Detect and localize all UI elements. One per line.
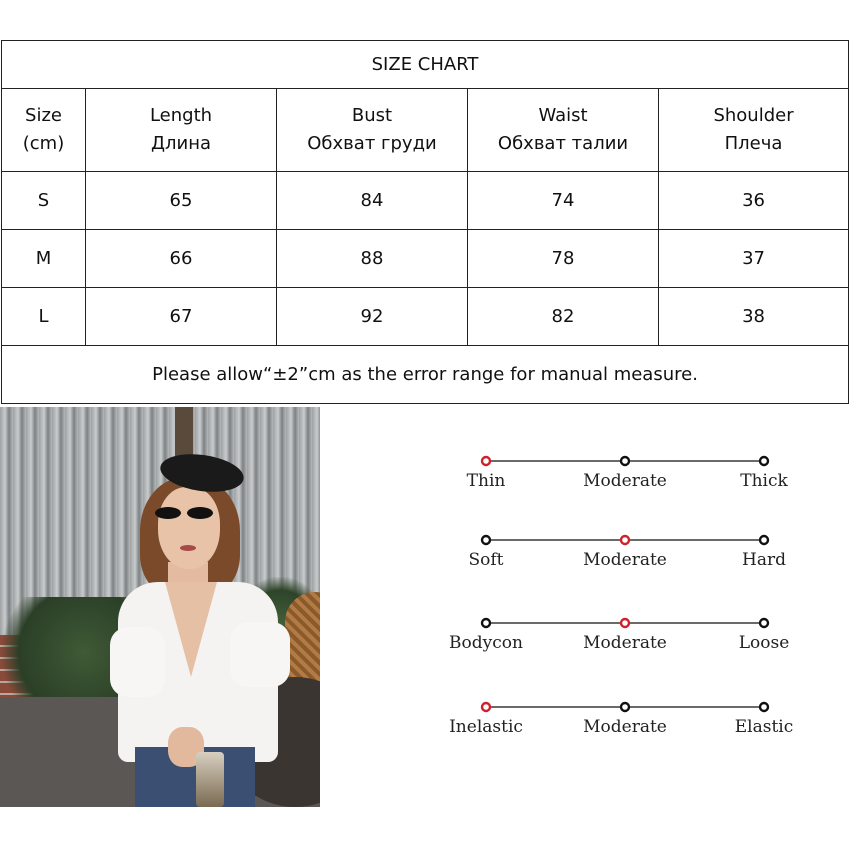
- size-chart-title: SIZE CHART: [2, 41, 849, 89]
- attribute-option-label: Bodycon: [449, 633, 523, 653]
- attribute-option-label: Moderate: [583, 717, 667, 737]
- scale-dot-icon: [621, 457, 629, 465]
- header-length-en: Length: [149, 105, 213, 126]
- header-bust-ru: Обхват груди: [307, 133, 437, 154]
- attribute-option-label: Moderate: [583, 633, 667, 653]
- attribute-option-label: Loose: [738, 633, 790, 653]
- cell-size: L: [2, 288, 86, 346]
- attribute-option-label: Moderate: [583, 550, 667, 570]
- cell-size: S: [2, 172, 86, 230]
- cell-shoulder: 38: [659, 288, 849, 346]
- size-chart-table: [1, 40, 849, 404]
- header-shoulder-en: Shoulder: [713, 105, 794, 126]
- scale-dot-icon: [482, 536, 490, 544]
- measurement-note: Please allow“±2”cm as the error range for manual measure.: [2, 346, 849, 404]
- header-size-en: Size: [25, 105, 62, 126]
- attribute-option-label: Elastic: [734, 717, 794, 737]
- scale-dot-icon: [760, 536, 768, 544]
- scale-dot-icon: [760, 619, 768, 627]
- blouse-sleeve-left: [110, 627, 165, 697]
- table-row: [2, 230, 849, 288]
- cell-waist: 74: [468, 172, 659, 230]
- attribute-option-label: Inelastic: [449, 717, 523, 737]
- selected-dot-icon: [621, 536, 629, 544]
- header-length-ru: Длина: [150, 133, 212, 154]
- cell-length: 65: [86, 172, 277, 230]
- attribute-option-label: Thin: [466, 471, 506, 491]
- attribute-option-label: Moderate: [583, 471, 667, 491]
- selected-dot-icon: [482, 457, 490, 465]
- cell-shoulder: 37: [659, 230, 849, 288]
- iced-coffee-glass: [196, 752, 224, 807]
- header-shoulder-ru: Плеча: [724, 133, 783, 154]
- cell-length: 66: [86, 230, 277, 288]
- cell-waist: 82: [468, 288, 659, 346]
- model-lips: [180, 545, 196, 551]
- attribute-option-label: Hard: [742, 550, 786, 570]
- header-bust: [277, 89, 468, 172]
- header-waist: [468, 89, 659, 172]
- model-face: [158, 487, 220, 569]
- cell-size: M: [2, 230, 86, 288]
- cell-waist: 78: [468, 230, 659, 288]
- cell-bust: 88: [277, 230, 468, 288]
- scale-dot-icon: [760, 703, 768, 711]
- header-waist-ru: Обхват талии: [497, 133, 629, 154]
- cell-bust: 84: [277, 172, 468, 230]
- scale-dot-icon: [621, 703, 629, 711]
- cell-length: 67: [86, 288, 277, 346]
- table-row: [2, 172, 849, 230]
- blouse-neckline: [165, 582, 217, 677]
- sunglasses-icon: [155, 507, 217, 521]
- header-size: [2, 89, 86, 172]
- size-chart-note-row: [2, 346, 849, 404]
- fabric-attributes: [440, 440, 820, 760]
- header-shoulder: [659, 89, 849, 172]
- table-row: [2, 288, 849, 346]
- attribute-option-label: Thick: [740, 471, 788, 491]
- attribute-option-label: Soft: [468, 550, 504, 570]
- scale-dot-icon: [482, 619, 490, 627]
- wicker-basket: [285, 592, 320, 682]
- header-size-unit: (cm): [22, 133, 65, 154]
- cell-shoulder: 36: [659, 172, 849, 230]
- header-length: [86, 89, 277, 172]
- cell-bust: 92: [277, 288, 468, 346]
- size-chart-title-row: [2, 41, 849, 89]
- header-bust-en: Bust: [351, 105, 393, 126]
- scale-dot-icon: [760, 457, 768, 465]
- selected-dot-icon: [621, 619, 629, 627]
- model-photo: [0, 407, 320, 807]
- size-chart-header-row: [2, 89, 849, 172]
- header-waist-en: Waist: [538, 105, 588, 126]
- blouse-sleeve-right: [230, 622, 290, 687]
- selected-dot-icon: [482, 703, 490, 711]
